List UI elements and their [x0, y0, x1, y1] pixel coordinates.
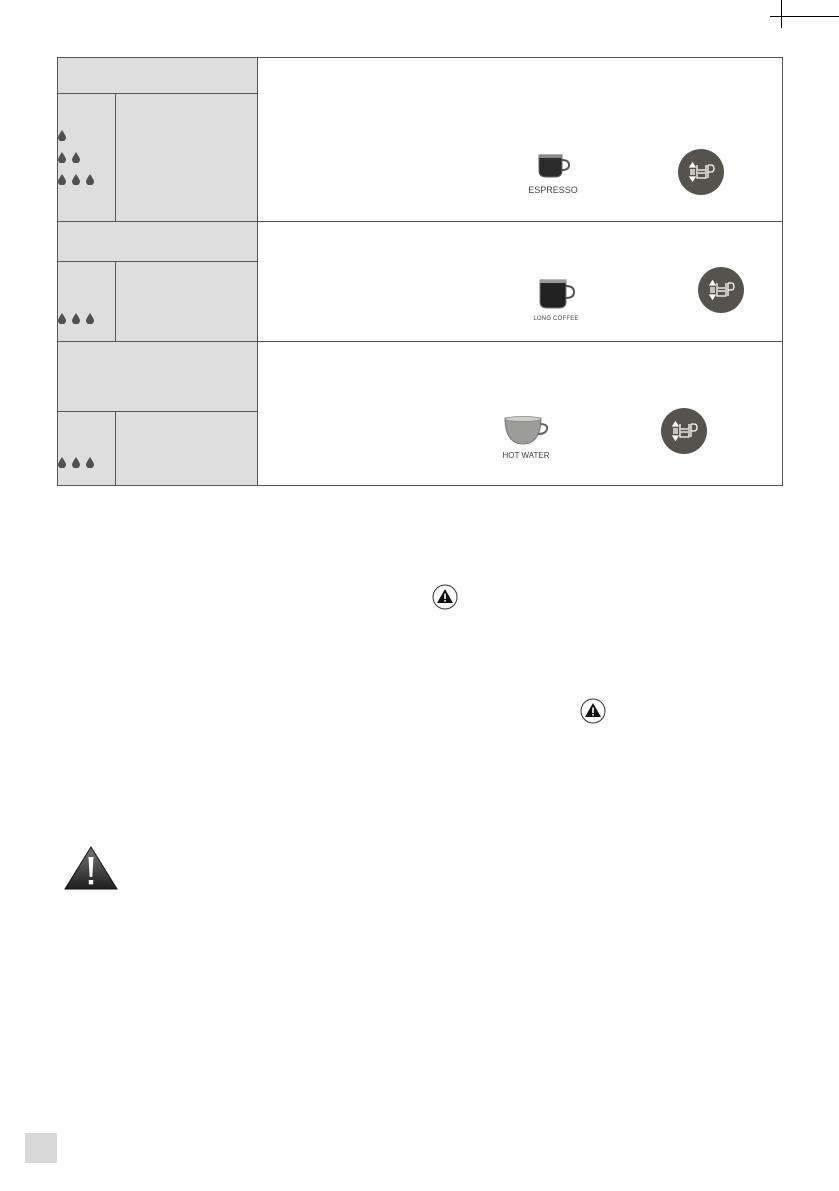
drop-icon [72, 174, 80, 185]
drops-2 [58, 147, 115, 169]
cup-label-long-coffee: LONG COFFEE [533, 316, 579, 322]
drops-3 [58, 451, 115, 473]
long-coffee-cup-icon [537, 278, 575, 310]
warning-triangle-icon [580, 698, 606, 724]
hot-water-cup-icon [503, 415, 549, 445]
drops-3 [58, 307, 115, 329]
label-cell [116, 94, 258, 222]
espresso-cup-icon [536, 153, 570, 179]
header-cell [58, 342, 258, 412]
drink-settings-table [57, 57, 783, 486]
drops-1 [58, 125, 115, 147]
espresso-cup [513, 153, 593, 195]
program-dose-icon [661, 408, 707, 454]
strength-drops-cell [58, 262, 116, 342]
crop-mark [781, 0, 782, 28]
warning-triangle-icon [432, 584, 458, 610]
cup-label-espresso: ESPRESSO [528, 185, 578, 195]
program-button-hot-water[interactable] [661, 408, 707, 454]
program-button-long-coffee[interactable] [698, 267, 744, 313]
label-cell [116, 262, 258, 342]
drop-icon [58, 174, 66, 185]
strength-drops-cell [58, 94, 116, 222]
program-button-espresso[interactable] [678, 149, 724, 195]
drop-icon [72, 313, 80, 324]
strength-drops-cell [58, 412, 116, 486]
program-dose-icon [698, 267, 744, 313]
page-number-box [25, 1133, 57, 1163]
warning-triangle-icon [64, 846, 118, 890]
hot-water-cell [258, 342, 783, 486]
header-cell [58, 58, 258, 94]
drop-icon [72, 457, 80, 468]
cup-label-hot-water: HOT WATER [502, 451, 550, 460]
drop-icon [86, 457, 94, 468]
espresso-cell [258, 58, 783, 222]
label-cell [116, 412, 258, 486]
drops-3 [58, 169, 115, 191]
header-cell [58, 222, 258, 262]
program-dose-icon [678, 149, 724, 195]
long-coffee-cup [516, 278, 596, 322]
long-coffee-cell [258, 222, 783, 342]
drop-icon [58, 152, 66, 163]
drop-icon [86, 174, 94, 185]
drop-icon [86, 313, 94, 324]
drop-icon [58, 313, 66, 324]
drop-icon [58, 457, 66, 468]
drop-icon [58, 130, 66, 141]
hot-water-cup [486, 415, 566, 460]
drop-icon [72, 152, 80, 163]
